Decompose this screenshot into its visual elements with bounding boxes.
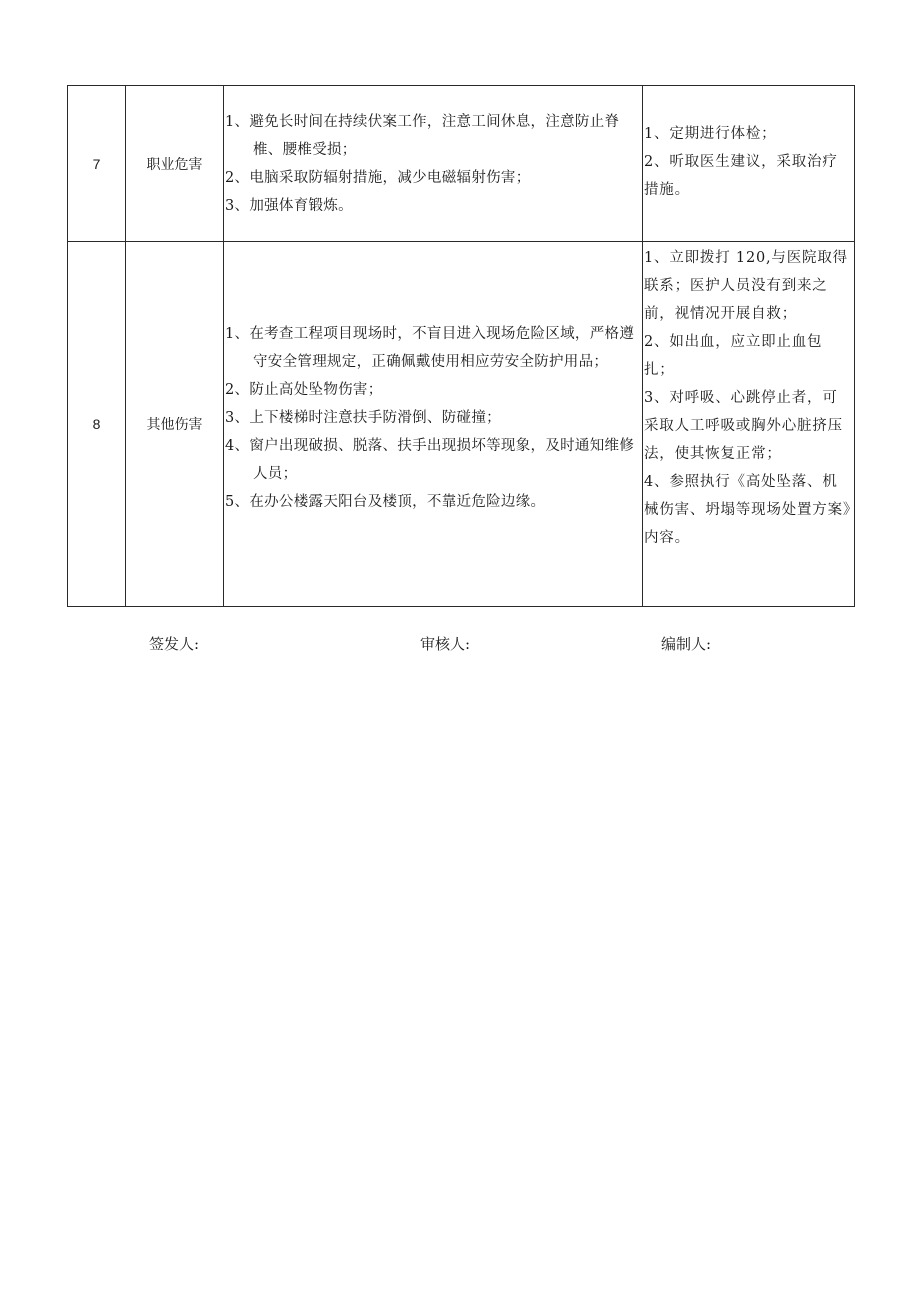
- table-row: [68, 242, 855, 607]
- precaution-item: 3、上下楼梯时注意扶手防滑倒、防碰撞；: [225, 410, 501, 426]
- row-number: 8: [68, 242, 126, 607]
- precaution-item: 1、避免长时间在持续伏案工作，注意工间休息，注意防止脊椎、腰椎受损；: [225, 113, 620, 158]
- response-item: 3、对呼吸、心跳停止者，可采取人工呼吸或胸外心脏挤压法，使其恢复正常；: [644, 390, 843, 462]
- signature-row: [0, 633, 920, 655]
- response-cell: [643, 86, 855, 242]
- response-item: 2、如出血，应立即止血包扎；: [644, 334, 823, 378]
- response-item: 1、定期进行体检；: [644, 126, 777, 142]
- precaution-item: 3、加强体育锻炼。: [225, 197, 353, 214]
- response-item: 1、立即拨打 120,与医院取得联系；医护人员没有到来之前，视情况开展自救；: [644, 250, 848, 322]
- compiler-label: 编制人:: [661, 635, 712, 653]
- response-item: 2、听取医生建议，采取治疗措施。: [644, 154, 838, 198]
- precaution-item: 1、在考查工程项目现场时，不盲目进入现场危险区域，严格遵守安全管理规定，正确佩戴使用相应劳安全防护用品；: [225, 326, 635, 370]
- issuer-label: 签发人:: [149, 635, 200, 653]
- row-number: 7: [68, 86, 126, 242]
- hazard-table: [67, 85, 855, 607]
- reviewer-label: 审核人:: [420, 635, 471, 653]
- precautions-cell: [224, 242, 643, 607]
- precaution-item: 5、在办公楼露天阳台及楼顶，不靠近危险边缘。: [225, 494, 546, 510]
- precaution-item: 4、窗户出现破损、脱落、扶手出现损坏等现象，及时通知维修人员；: [225, 438, 635, 482]
- precaution-item: 2、电脑采取防辐射措施，减少电磁辐射伤害；: [225, 169, 531, 186]
- response-cell: [643, 242, 855, 607]
- hazard-category: 其他伤害: [126, 242, 224, 607]
- precautions-cell: [224, 86, 643, 242]
- hazard-category: 职业危害: [126, 86, 224, 242]
- precaution-item: 2、防止高处坠物伤害；: [225, 382, 383, 398]
- table-row: [68, 86, 855, 242]
- response-item: 4、参照执行《高处坠落、机械伤害、坍塌等现场处置方案》内容。: [644, 474, 851, 546]
